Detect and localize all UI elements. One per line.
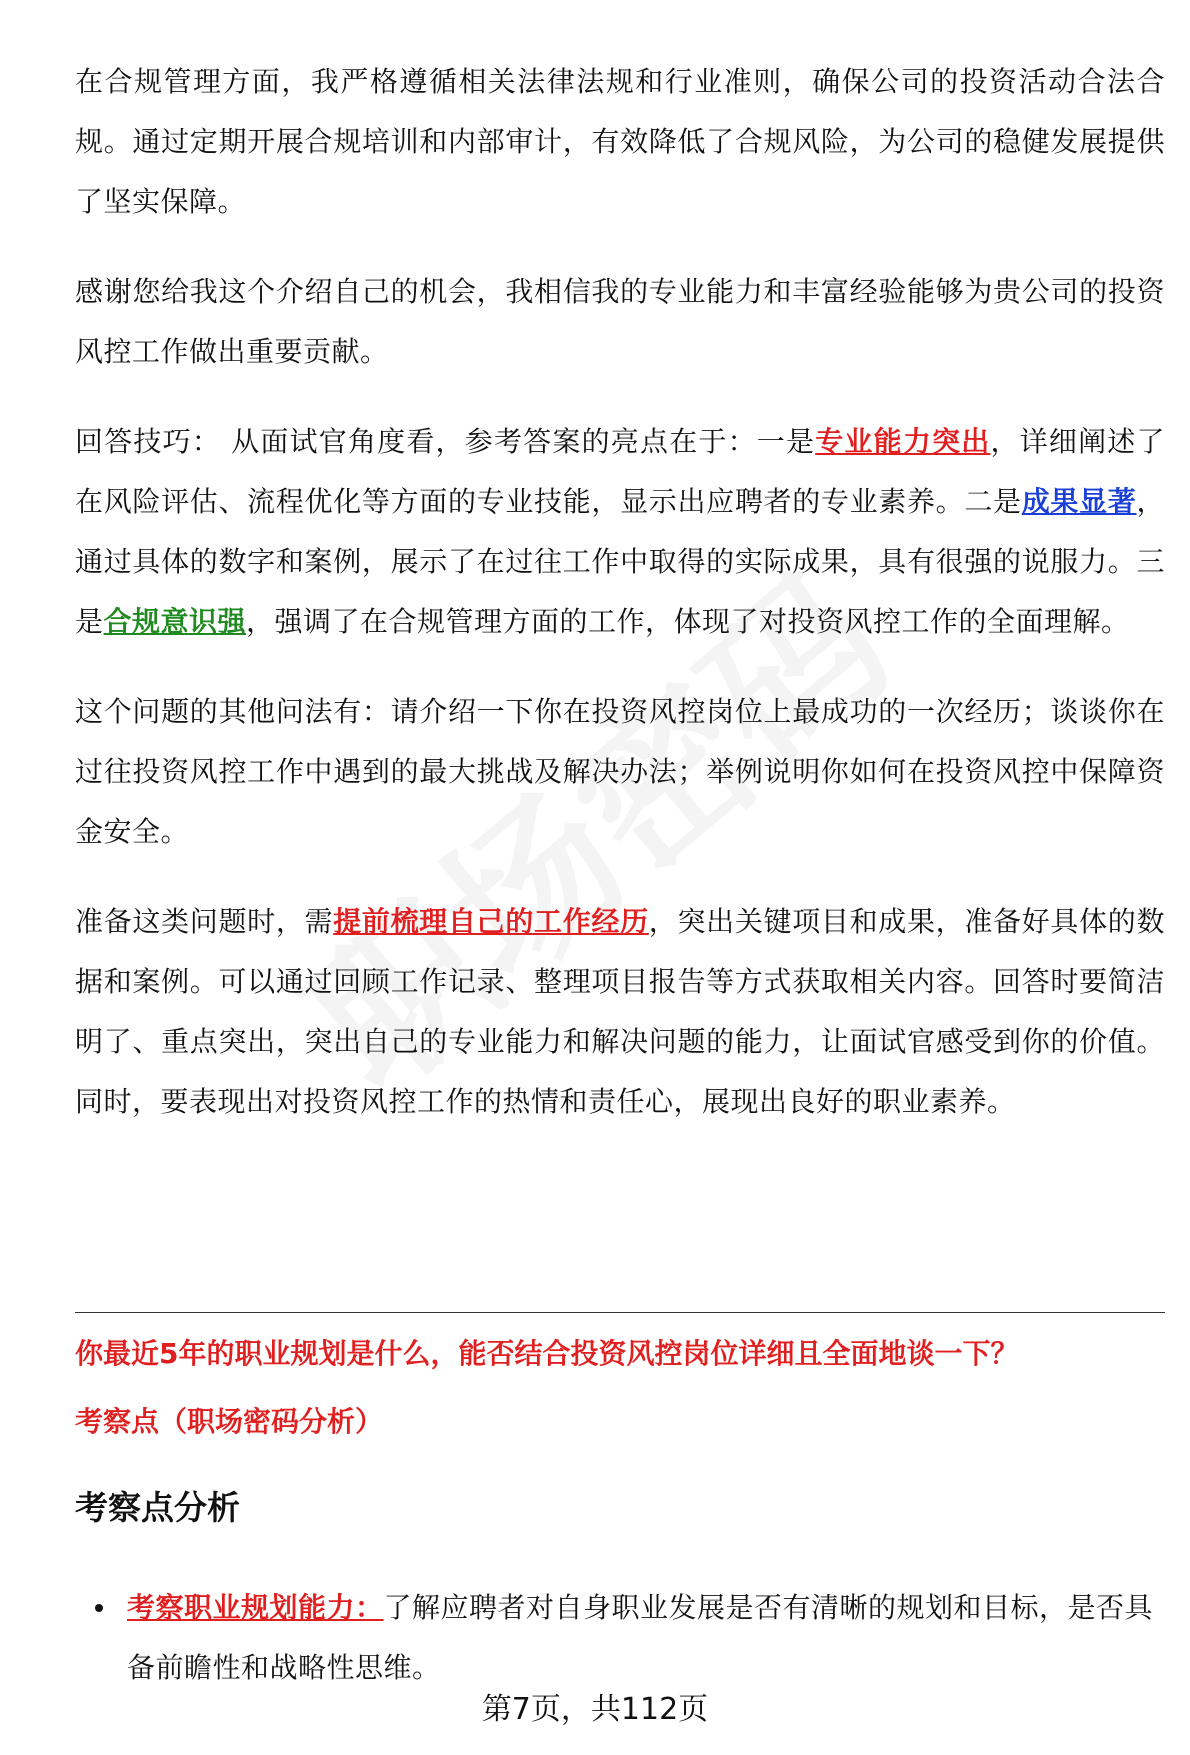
question-subtitle: 考察点（职场密码分析）: [75, 1405, 384, 1438]
bullet-body: 了解应聘者对自身职业发展是否有清晰的规划和目标，是否具备前瞻性和战略性思维。: [127, 1591, 1154, 1684]
highlight-work-experience: 提前梳理自己的工作经历: [333, 905, 649, 938]
page-number: 第7页，共112页: [481, 1692, 709, 1727]
paragraph-compliance: 在合规管理方面，我严格遵循相关法律法规和行业准则，确保公司的投资活动合法合规。通过定期开展合规培训和内部审计，有效降低了合规风险，为公司的稳健发展提供了坚实保障。: [75, 65, 1165, 218]
answer-tips-text-3: ，通过具体的数字和案例，展示了在过往工作中取得的实际成果，具有很强的说服力。三是: [75, 485, 1165, 638]
answer-tips-text-2: ，详细阐述了在风险评估、流程优化等方面的专业技能，显示出应聘者的专业素养。二是: [75, 425, 1165, 518]
paragraph-thanks: 感谢您给我这个介绍自己的机会，我相信我的专业能力和丰富经验能够为贵公司的投资风控工作做出重要贡献。: [75, 275, 1165, 368]
bullet-icon: [95, 1604, 103, 1612]
document-body: [75, 52, 1165, 1162]
bullet-text: [127, 1578, 1165, 1698]
answer-tips-text-4: ，强调了在合规管理方面的工作，体现了对投资风控工作的全面理解。: [246, 605, 1130, 638]
preparation-text-1: 准备这类问题时，需: [75, 905, 334, 938]
highlight-results: 成果显著: [1021, 485, 1137, 518]
section-divider: [75, 1312, 1165, 1313]
highlight-professional-ability: 专业能力突出: [815, 425, 991, 458]
highlight-compliance: 合规意识强: [103, 605, 247, 638]
preparation-text-2: ，突出关键项目和成果，准备好具体的数据和案例。可以通过回顾工作记录、整理项目报告等方式获取相关内容。回答时要简洁明了、重点突出，突出自己的专业能力和解决问题的能力，让面试官感受到你的价值。同时，要表现出对投资风控工作的热情和责任心，展现出良好的职业素养。: [75, 905, 1165, 1118]
paragraph-preparation: [75, 892, 1165, 1132]
question-title: 你最近5年的职业规划是什么，能否结合投资风控岗位详细且全面地谈一下？: [75, 1337, 1019, 1370]
list-item: [95, 1578, 1165, 1698]
paragraph-answer-tips: [75, 412, 1165, 652]
bullet-label: 考察职业规划能力：: [127, 1591, 384, 1624]
answer-tips-text-1: 回答技巧： 从面试官角度看，参考答案的亮点在于：一是: [75, 425, 816, 458]
section-heading: 考察点分析: [75, 1488, 240, 1527]
paragraph-alternative-questions: 这个问题的其他问法有：请介绍一下你在投资风控岗位上最成功的一次经历；谈谈你在过往投资风控工作中遇到的最大挑战及解决办法；举例说明你如何在投资风控中保障资金安全。: [75, 695, 1165, 848]
